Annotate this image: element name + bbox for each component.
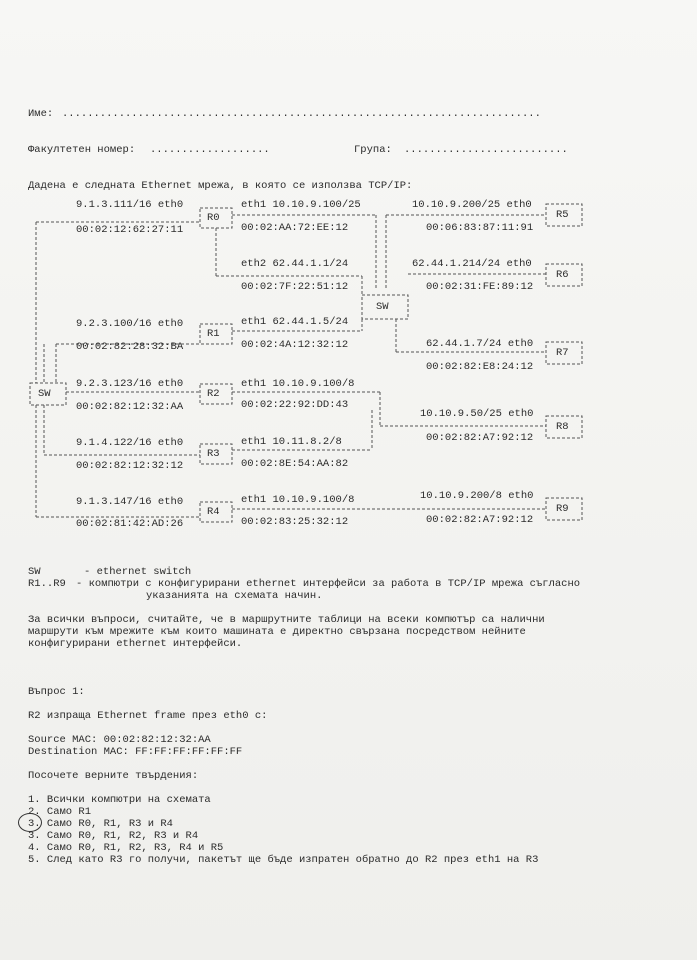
name-field[interactable]: ............................................................................ [62,108,541,120]
switch-left: SW [38,388,51,400]
r7-eth0-ip: 62.44.1.7/24 eth0 [426,338,534,350]
question-statement: R2 изпраща Ethernet frame през eth0 с: [28,710,268,722]
r0-eth2-mac: 00:02:7F:22:51:12 [241,281,349,293]
r4-eth1-mac: 00:02:83:25:32:12 [241,516,349,528]
r9-eth0-mac: 00:02:82:A7:92:12 [426,514,534,526]
r2-eth0-mac: 00:02:82:12:32:AA [76,401,184,413]
r8-eth0-mac: 00:02:82:A7:92:12 [426,432,534,444]
r1-eth1-mac: 00:02:4A:12:32:12 [241,339,349,351]
r1-eth1-ip: eth1 62.44.1.5/24 [241,316,349,328]
option-1[interactable]: 1. Всички компютри на схемата [28,794,211,806]
node-r3: R3 [207,448,220,460]
option-3b[interactable]: 3. Само R0, R1, R2, R3 и R4 [28,830,199,842]
node-r4: R4 [207,506,220,518]
r2-eth1-ip: eth1 10.10.9.100/8 [241,378,355,390]
assumption-line-1: За всички въпроси, считайте, че в маршрутните таблици на всеки компютър са налични [28,614,545,626]
r0-eth1-ip: eth1 10.10.9.100/25 [241,199,361,211]
legend-sw-key: SW [28,566,41,578]
node-r9: R9 [556,503,569,515]
node-r6: R6 [556,269,569,281]
assumption-line-2: маршрути към мрежите към които машината е директно свързана посредством нейните [28,626,526,638]
r4-eth0-mac: 00:02:81:42:AD:26 [76,518,184,530]
r3-eth1-ip: eth1 10.11.8.2/8 [241,436,342,448]
r3-eth0-ip: 9.1.4.122/16 eth0 [76,437,184,449]
r0-eth0-mac: 00:02:12:62:27:11 [76,224,184,236]
r5-eth0-mac: 00:06:83:87:11:91 [426,222,534,234]
handwritten-answer-circle [18,813,42,832]
node-r7: R7 [556,347,569,359]
r4-eth0-ip: 9.1.3.147/16 eth0 [76,496,184,508]
question-title: Въпрос 1: [28,686,85,698]
r6-eth0-ip: 62.44.1.214/24 eth0 [412,258,532,270]
node-r8: R8 [556,421,569,433]
faculty-number-label: Факултетен номер: [28,144,136,156]
r1-eth0-ip: 9.2.3.100/16 eth0 [76,318,184,330]
option-2[interactable]: 2. Само R1 [28,806,92,818]
r5-eth0-ip: 10.10.9.200/25 eth0 [412,199,532,211]
switch-center: SW [376,301,389,313]
node-r1: R1 [207,328,220,340]
legend-r-key: R1..R9 [28,578,66,590]
faculty-number-field[interactable]: ................... [150,144,270,156]
node-r0: R0 [207,212,220,224]
r8-eth0-ip: 10.10.9.50/25 eth0 [420,408,534,420]
r7-eth0-mac: 00:02:82:E8:24:12 [426,361,534,373]
legend-r-desc-1: - компютри с конфигурирани ethernet интерфейси за работа в TCP/IP мрежа съгласно [76,578,581,590]
r6-eth0-mac: 00:02:31:FE:89:12 [426,281,534,293]
r1-eth0-mac: 00:02:82:28:32:BA [76,341,184,353]
node-r5: R5 [556,209,569,221]
r3-eth1-mac: 00:02:8E:54:AA:82 [241,458,349,470]
option-5[interactable]: 5. След като R3 го получи, пакетът ще бъде изпратен обратно до R2 през eth1 на R3 [28,854,539,866]
r2-eth1-mac: 00:02:22:92:DD:43 [241,399,349,411]
intro-text: Дадена е следната Ethernet мрежа, в която се използва TCP/IP: [28,180,413,192]
r2-eth0-ip: 9.2.3.123/16 eth0 [76,378,184,390]
group-label: Група: [354,144,392,156]
r0-eth0-ip: 9.1.3.111/16 eth0 [76,199,184,211]
r4-eth1-ip: eth1 10.10.9.100/8 [241,494,355,506]
option-4[interactable]: 4. Само R0, R1, R2, R3, R4 и R5 [28,842,224,854]
destination-mac: Destination MAC: FF:FF:FF:FF:FF:FF [28,746,243,758]
legend-r-desc-2: указанията на схемата начин. [146,590,323,602]
source-mac: Source MAC: 00:02:82:12:32:AA [28,734,211,746]
question-prompt: Посочете верните твърдения: [28,770,199,782]
r0-eth2-ip: eth2 62.44.1.1/24 [241,258,349,270]
r3-eth0-mac: 00:02:82:12:32:12 [76,460,184,472]
group-field[interactable]: .......................... [404,144,568,156]
option-3a[interactable]: 3. Само R0, R1, R3 и R4 [28,818,173,830]
r0-eth1-mac: 00:02:AA:72:EE:12 [241,222,349,234]
node-r2: R2 [207,388,220,400]
assumption-line-3: конфигурирани ethernet интерфейси. [28,638,243,650]
name-label: Име: [28,108,54,120]
r9-eth0-ip: 10.10.9.200/8 eth0 [420,490,534,502]
legend-sw-desc: - ethernet switch [84,566,192,578]
